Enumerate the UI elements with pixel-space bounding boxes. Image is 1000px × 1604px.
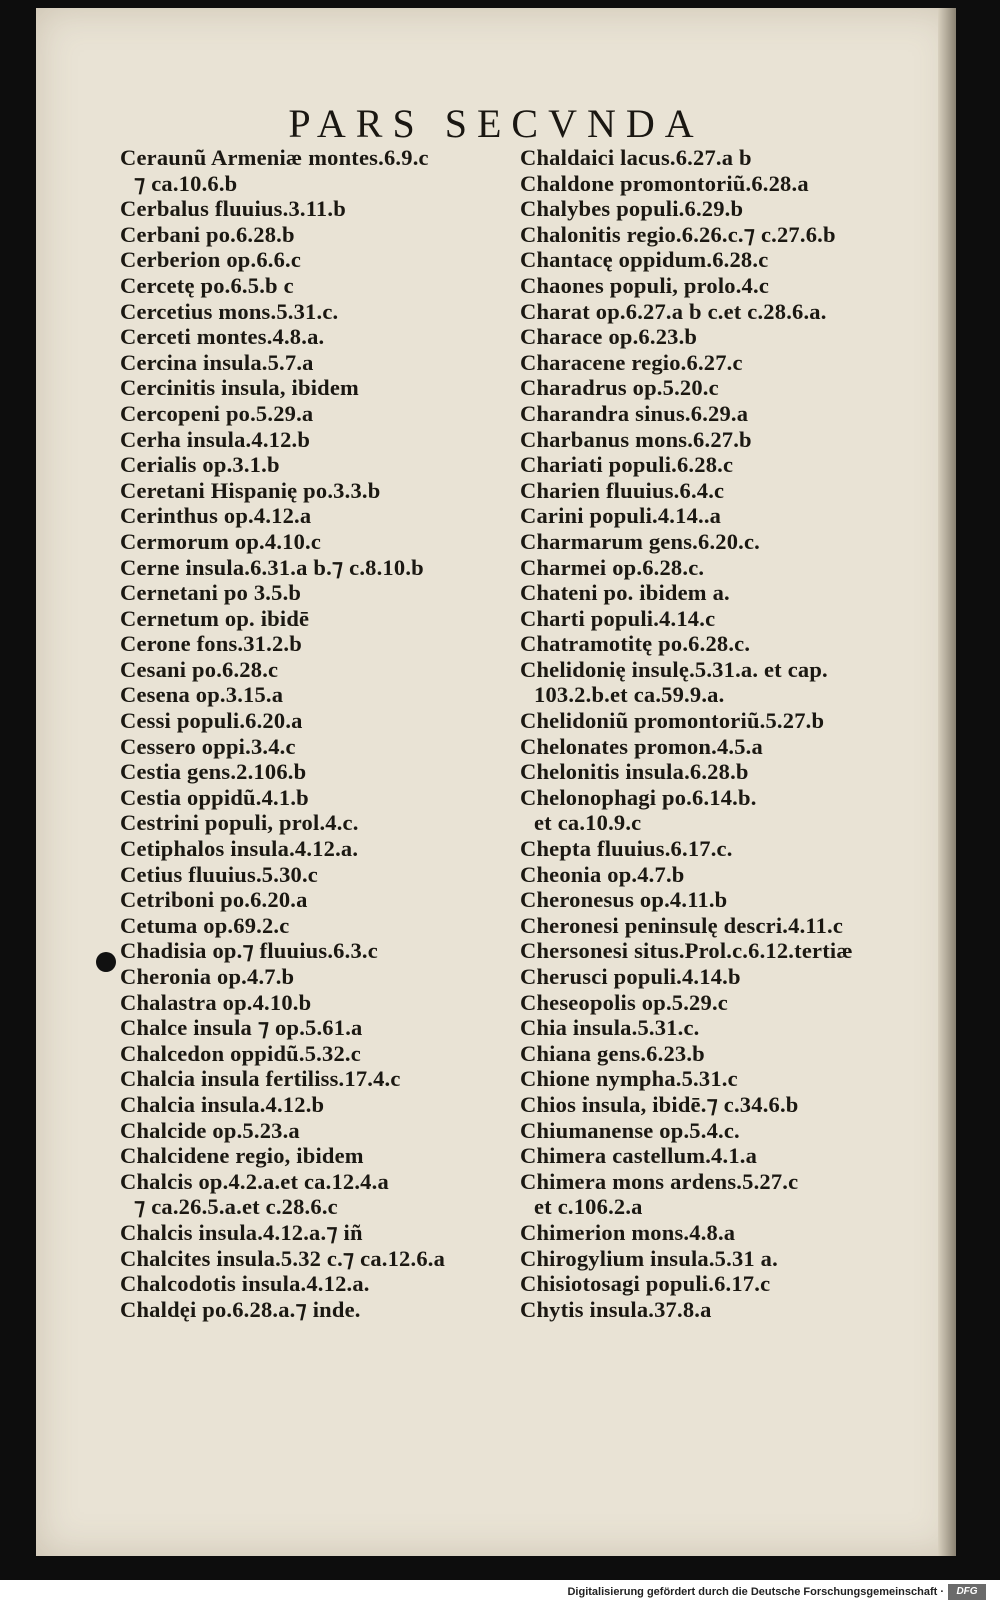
index-entry: Chelidoniũ promontoriũ.5.27.b bbox=[520, 708, 825, 734]
index-entry: et ca.10.9.c bbox=[534, 810, 642, 836]
index-entry: Chia insula.5.31.c. bbox=[520, 1015, 700, 1041]
index-entry: Chalce insula ⁊ op.5.61.a bbox=[120, 1015, 363, 1041]
index-entry: Chalcis op.4.2.a.et ca.12.4.a bbox=[120, 1168, 389, 1194]
index-entry: Chaldone promontoriũ.6.28.a bbox=[520, 170, 809, 196]
index-entry: Carini populi.4.14..a bbox=[520, 503, 722, 529]
index-entry: Cherusci populi.4.14.b bbox=[520, 964, 741, 989]
index-entry: Cestia gens.2.106.b bbox=[120, 759, 307, 785]
index-entry: Chalcidene regio, ibidem bbox=[120, 1143, 364, 1169]
index-column-left bbox=[120, 145, 520, 1322]
index-entry: Chalcedon oppidũ.5.32.c bbox=[120, 1040, 361, 1066]
index-entry: Chepta fluuius.6.17.c. bbox=[520, 836, 733, 862]
index-entry: Cerne insula.6.31.a b.⁊ c.8.10.b bbox=[120, 554, 424, 580]
index-entry: Chisiotosagi populi.6.17.c bbox=[520, 1271, 771, 1297]
index-entry: Chalcide op.5.23.a bbox=[120, 1117, 300, 1143]
index-entry: Cerone fons.31.2.b bbox=[120, 631, 302, 657]
index-entry: Chytis insula.37.8.a bbox=[520, 1296, 712, 1322]
index-entry: Chelonitis insula.6.28.b bbox=[520, 759, 749, 785]
index-entry: Cerinthus op.4.12.a bbox=[120, 503, 312, 529]
index-entry: Charat op.6.27.a b c.et c.28.6.a. bbox=[520, 298, 827, 324]
index-entry: Chalastra op.4.10.b bbox=[120, 989, 312, 1015]
index-entry: Chaones populi, prolo.4.c bbox=[520, 272, 770, 298]
index-entry: Charbanus mons.6.27.b bbox=[520, 426, 752, 452]
index-entry: Chersonesi situs.Prol.c.6.12.tertiæ bbox=[520, 938, 853, 964]
index-entry: Chateni po. ibidem a. bbox=[520, 580, 730, 606]
index-entry: Cestia oppidũ.4.1.b bbox=[120, 784, 309, 810]
index-entry: Chadisia op.⁊ fluuius.6.3.c bbox=[120, 938, 378, 964]
index-entry: Chalcites insula.5.32 c.⁊ ca.12.6.a bbox=[120, 1245, 446, 1271]
index-entry: Cessero oppi.3.4.c bbox=[120, 733, 296, 759]
index-entry: Chalcodotis insula.4.12.a. bbox=[120, 1271, 370, 1297]
index-entry: Cernetani po 3.5.b bbox=[120, 580, 302, 606]
index-entry: Cerberion op.6.6.c bbox=[120, 247, 302, 273]
index-entry: Chios insula, ibidē.⁊ c.34.6.b bbox=[520, 1091, 799, 1117]
funding-credit: Digitalisierung gefördert durch die Deutsche Forschungsgemeinschaft · bbox=[567, 1586, 944, 1598]
index-entry: Ceraunũ Armeniæ montes.6.9.c bbox=[120, 145, 429, 170]
index-entry: Chalcis insula.4.12.a.⁊ iñ bbox=[120, 1219, 363, 1245]
index-entry: Cheonia op.4.7.b bbox=[520, 861, 685, 887]
index-entry: Cercetę po.6.5.b c bbox=[120, 272, 294, 298]
index-entry: Chatramotitę po.6.28.c. bbox=[520, 631, 751, 657]
index-entry: Chaldęi po.6.28.a.⁊ inde. bbox=[120, 1296, 361, 1322]
index-entry: Chiumanense op.5.4.c. bbox=[520, 1117, 740, 1143]
index-entry: Chalcia insula.4.12.b bbox=[120, 1091, 325, 1117]
index-entry: Cerceti montes.4.8.a. bbox=[120, 324, 325, 350]
index-entry: Chiana gens.6.23.b bbox=[520, 1040, 705, 1066]
index-entry: ⁊ ca.26.5.a.et c.28.6.c bbox=[134, 1194, 338, 1220]
index-entry: Chantacę oppidum.6.28.c bbox=[520, 247, 769, 273]
index-entry: Cerbani po.6.28.b bbox=[120, 221, 295, 247]
index-entry: Charadrus op.5.20.c bbox=[520, 375, 719, 401]
index-entry: Cermorum op.4.10.c bbox=[120, 528, 322, 554]
index-entry: Cerha insula.4.12.b bbox=[120, 426, 311, 452]
index-entry: Cercopeni po.5.29.a bbox=[120, 400, 314, 426]
index-entry: Ceretani Hispanię po.3.3.b bbox=[120, 477, 381, 503]
index-entry: Cetiphalos insula.4.12.a. bbox=[120, 836, 359, 862]
index-entry: Charti populi.4.14.c bbox=[520, 605, 716, 631]
index-entry: Characene regio.6.27.c bbox=[520, 349, 743, 375]
index-entry: Cesena op.3.15.a bbox=[120, 682, 284, 708]
index-entry: Cheronia op.4.7.b bbox=[120, 964, 295, 989]
index-entry: Charien fluuius.6.4.c bbox=[520, 477, 725, 503]
index-entry: Charmarum gens.6.20.c. bbox=[520, 528, 761, 554]
index-entry: Cerialis op.3.1.b bbox=[120, 452, 280, 478]
index-entry: Cercinitis insula, ibidem bbox=[120, 375, 359, 401]
index-entry: Chelidonię insulę.5.31.a. et cap. bbox=[520, 656, 828, 682]
index-entry: Cernetum op. ibidē bbox=[120, 605, 310, 631]
index-entry: Cheronesi peninsulę descri.4.11.c bbox=[520, 912, 844, 938]
index-entry: Chaldaici lacus.6.27.a b bbox=[520, 145, 752, 170]
index-entry: Cercetius mons.5.31.c. bbox=[120, 298, 339, 324]
index-entry: Chalonitis regio.6.26.c.⁊ c.27.6.b bbox=[520, 221, 836, 247]
index-entry: Chariati populi.6.28.c bbox=[520, 452, 734, 478]
index-entry: et c.106.2.a bbox=[534, 1194, 643, 1220]
index-entry: Chelonophagi po.6.14.b. bbox=[520, 784, 757, 810]
index-entry: Chirogylium insula.5.31 a. bbox=[520, 1245, 778, 1271]
index-entry: Cerbalus fluuius.3.11.b bbox=[120, 196, 346, 222]
index-entry: Chione nympha.5.31.c bbox=[520, 1066, 738, 1092]
page-edge bbox=[938, 8, 956, 1556]
index-entry: Chelonates promon.4.5.a bbox=[520, 733, 763, 759]
index-entry: Cessi populi.6.20.a bbox=[120, 708, 303, 734]
index-entry: Cetuma op.69.2.c bbox=[120, 912, 290, 938]
index-entry: Charmei op.6.28.c. bbox=[520, 554, 705, 580]
index-entry: Chimera mons ardens.5.27.c bbox=[520, 1168, 799, 1194]
index-entry: Cheronesus op.4.11.b bbox=[520, 887, 728, 913]
ink-blot-mark bbox=[96, 952, 116, 972]
index-entry: Cetriboni po.6.20.a bbox=[120, 887, 308, 913]
index-entry: Cercina insula.5.7.a bbox=[120, 349, 314, 375]
index-entry: Cheseopolis op.5.29.c bbox=[520, 989, 728, 1015]
index-entry: Chalybes populi.6.29.b bbox=[520, 196, 744, 222]
index-entry: Chimera castellum.4.1.a bbox=[520, 1143, 758, 1169]
index-entry: Cesani po.6.28.c bbox=[120, 656, 279, 682]
index-entry: Charandra sinus.6.29.a bbox=[520, 400, 749, 426]
index-entry: Charace op.6.23.b bbox=[520, 324, 698, 350]
running-head: PARS SECVNDA bbox=[288, 101, 704, 146]
index-entry: 103.2.b.et ca.59.9.a. bbox=[534, 682, 725, 708]
index-entry: Cetius fluuius.5.30.c bbox=[120, 861, 318, 887]
index-entry: Cestrini populi, prol.4.c. bbox=[120, 810, 359, 836]
index-entry: Chimerion mons.4.8.a bbox=[520, 1219, 736, 1245]
index-entry: Chalcia insula fertiliss.17.4.c bbox=[120, 1066, 401, 1092]
dfg-logo: DFG bbox=[948, 1584, 986, 1600]
index-entry: ⁊ ca.10.6.b bbox=[134, 170, 238, 196]
index-column-right bbox=[520, 145, 910, 1322]
